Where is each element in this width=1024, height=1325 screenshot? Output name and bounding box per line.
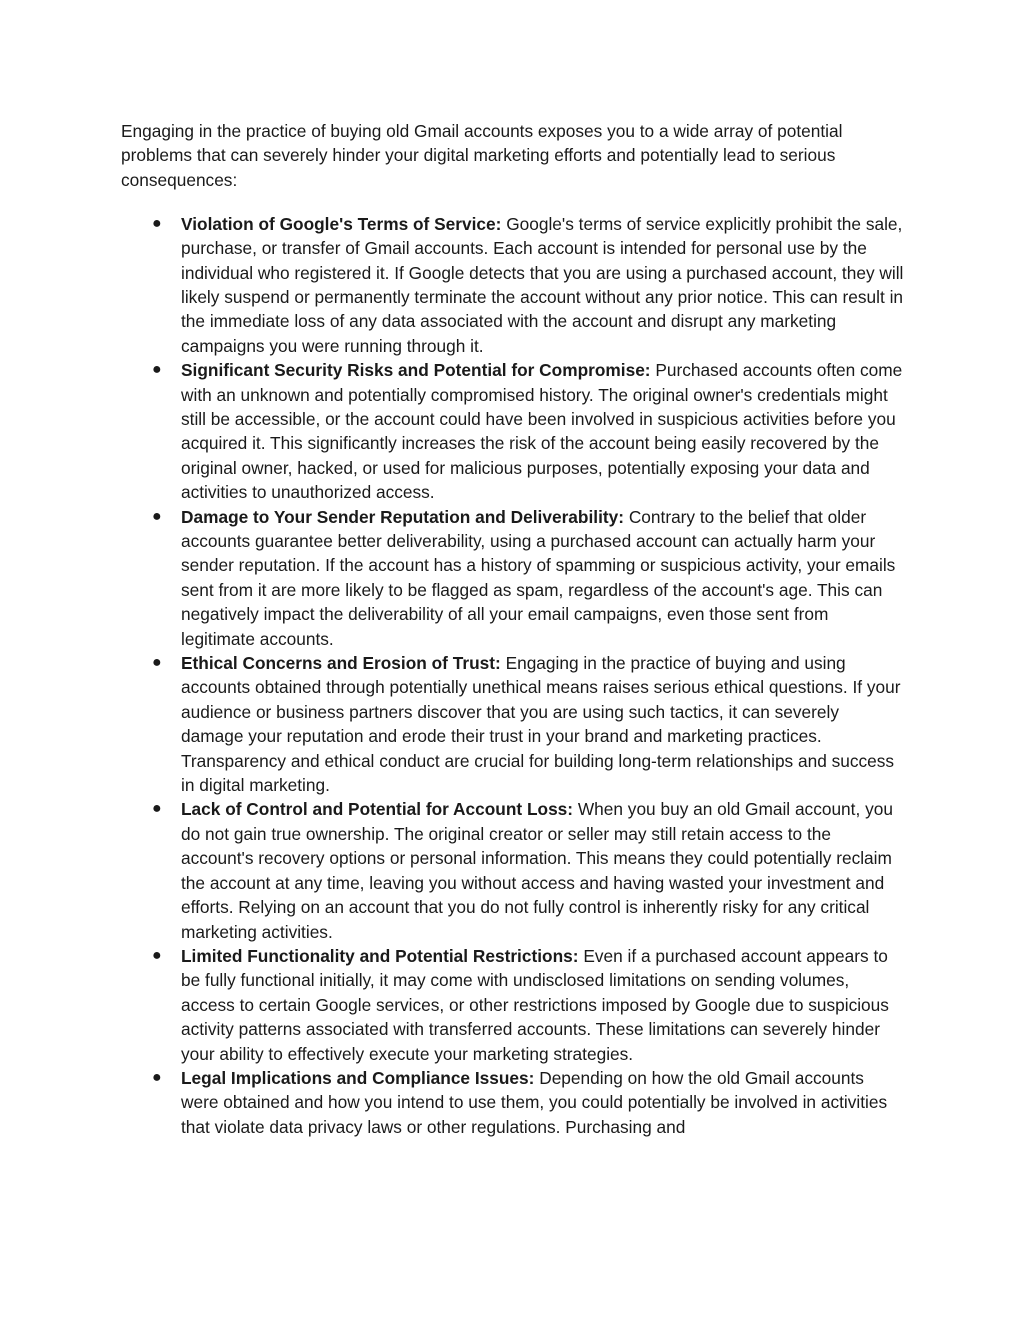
item-term: Damage to Your Sender Reputation and Deliverability: [181,506,624,527]
item-text: When you buy an old Gmail account, you do not gain true ownership. The original creator or seller may still retain access to the account's recovery options or personal information. This means they could potentially reclaim the account at any time, leaving you without access and having wasted your investment and efforts. Relying on an account that you do not fully control is inherently risky for any critical marketing activities. [181,799,893,942]
bullet-icon: ● [152,654,162,672]
item-text: Google's terms of service explicitly prohibit the sale, purchase, or transfer of Gmail accounts. Each account is intended for personal use by the individual who registered it. If Google detects that you are using a purchased account, they will likely suspend or permanently terminate the account without any prior notice. This can result in the immediate loss of any data associated with the account and disrupt any marketing campaigns you were running through it. [181,213,904,356]
item-text: Even if a purchased account appears to be fully functional initially, it may come with undisclosed limitations on sending volumes, access to certain Google services, or other restrictions imposed by Google due to suspicious activity patterns associated with transferred accounts. These limitations can severely hinder your ability to effectively execute your marketing strategies. [181,945,889,1064]
list-item [152,358,906,504]
bullet-icon: ● [152,361,162,379]
item-term: Limited Functionality and Potential Restrictions: [181,945,579,966]
document-page [121,119,906,1139]
item-term: Violation of Google's Terms of Service: [181,213,502,234]
item-text: Contrary to the belief that older accounts guarantee better deliverability, using a purchased account can actually harm your sender reputation. If the account has a history of spamming or suspicious activity, your emails sent from it are more likely to be flagged as spam, regardless of the account's age. This can negatively impact the deliverability of all your email campaigns, even those sent from legitimate accounts. [181,506,896,649]
item-text: Purchased accounts often come with an unknown and potentially compromised history. The original owner's credentials might still be accessible, or the account could have been involved in suspicious activities before you acquired it. This significantly increases the risk of the account being easily recovered by the original owner, hacked, or used for malicious purposes, potentially exposing your data and activities to unauthorized access. [181,360,903,503]
list-item [152,797,906,943]
list-item [152,651,906,797]
item-text: Depending on how the old Gmail accounts were obtained and how you intend to use them, you could potentially be involved in activities that violate data privacy laws or other regulations. Purchasing and [181,1067,888,1137]
item-term: Legal Implications and Compliance Issues: [181,1067,535,1088]
bullet-icon: ● [152,214,162,232]
item-term: Significant Security Risks and Potential for Compromise: [181,360,651,381]
list-item [152,944,906,1066]
risk-list [121,212,906,1139]
item-term: Ethical Concerns and Erosion of Trust: [181,653,501,674]
bullet-icon: ● [152,507,162,525]
item-text: Engaging in the practice of buying and using accounts obtained through potentially unethical means raises serious ethical questions. If your audience or business partners discover that you are using such tactics, it can severely damage your reputation and erode their trust in your brand and marketing practices. Transparency and ethical conduct are crucial for building long-term relationships and success in digital marketing. [181,653,901,796]
intro-paragraph: Engaging in the practice of buying old Gmail accounts exposes you to a wide array of potential problems that can severely hinder your digital marketing efforts and potentially lead to serious consequences: [121,121,843,190]
item-term: Lack of Control and Potential for Account Loss: [181,799,574,820]
bullet-icon: ● [152,946,162,964]
bullet-icon: ● [152,1068,162,1086]
list-item [152,505,906,651]
list-item [152,212,906,358]
bullet-icon: ● [152,800,162,818]
list-item [152,1066,906,1139]
